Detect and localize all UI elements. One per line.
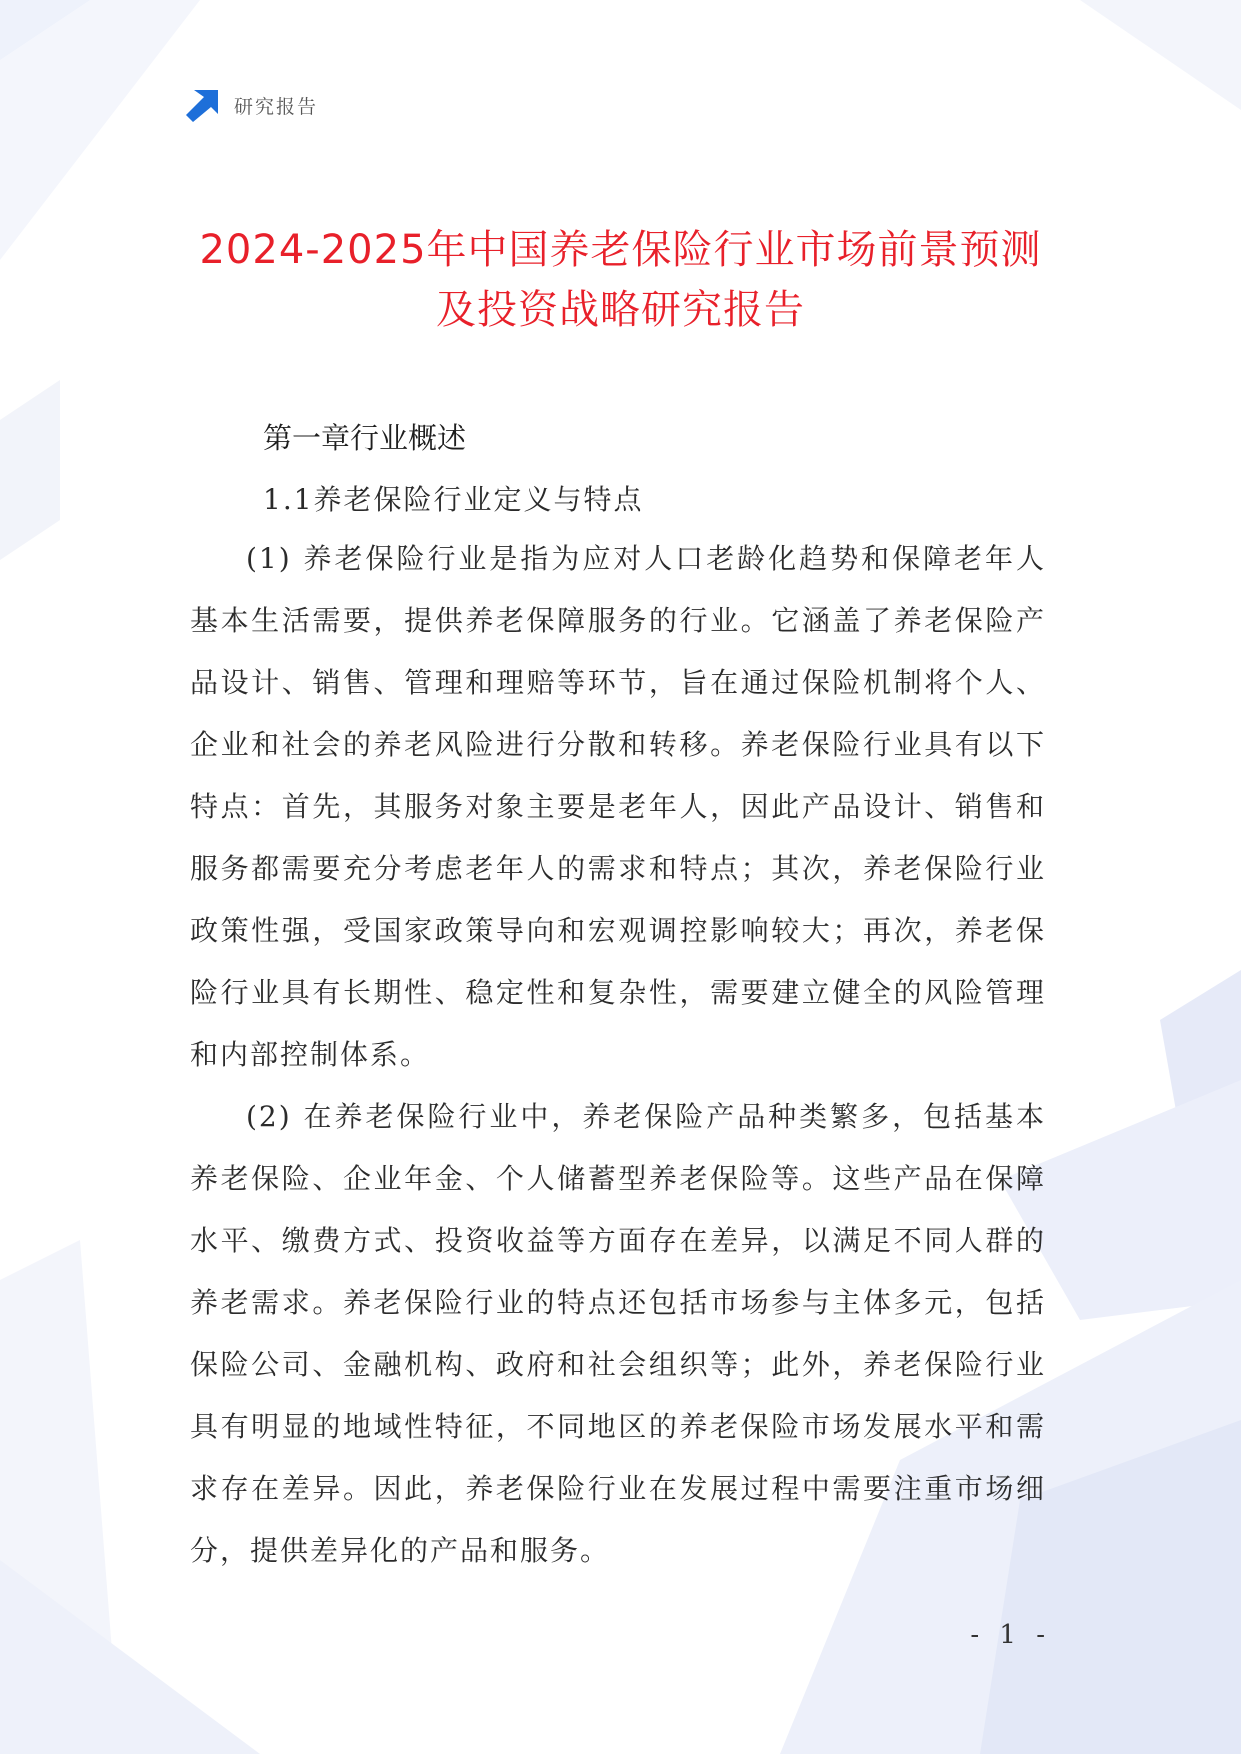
page-number: - 1 - [970, 1620, 1051, 1650]
chapter-heading: 第一章行业概述 [263, 421, 467, 455]
report-title: 2024-2025年中国养老保险行业市场前景预测及投资战略研究报告 [199, 227, 1042, 333]
paragraph-2: (2) 在养老保险行业中，养老保险产品种类繁多，包括基本养老保险、企业年金、个人储蓄型养老保险等。这些产品在保障水平、缴费方式、投资收益等方面存在差异，以满足不同人群的养老需求。养老保险行业的特点还包括市场参与主体多元，包括保险公司、金融机构、政府和社会组织等；此外，养老保险行业具有明显的地域性特征，不同地区的养老保险市场发展水平和需求存在差异。因此，养老保险行业在发展过程中需要注重市场细分，提供差异化的产品和服务。 [190, 1100, 1046, 1567]
arrow-up-right-icon [186, 88, 220, 122]
section-heading: 1.1养老保险行业定义与特点 [263, 483, 644, 516]
report-header [186, 88, 318, 122]
body-text [190, 528, 1046, 1582]
paragraph-1: (1) 养老保险行业是指为应对人口老龄化趋势和保障老年人基本生活需要，提供养老保障服务的行业。它涵盖了养老保险产品设计、销售、管理和理赔等环节，旨在通过保险机制将个人、企业和社会的养老风险进行分散和转移。养老保险行业具有以下特点：首先，其服务对象主要是老年人，因此产品设计、销售和服务都需要充分考虑老年人的需求和特点；其次，养老保险行业政策性强，受国家政策导向和宏观调控影响较大；再次，养老保险行业具有长期性、稳定性和复杂性，需要建立健全的风险管理和内部控制体系。 [190, 542, 1046, 1071]
header-label: 研究报告 [234, 95, 319, 118]
